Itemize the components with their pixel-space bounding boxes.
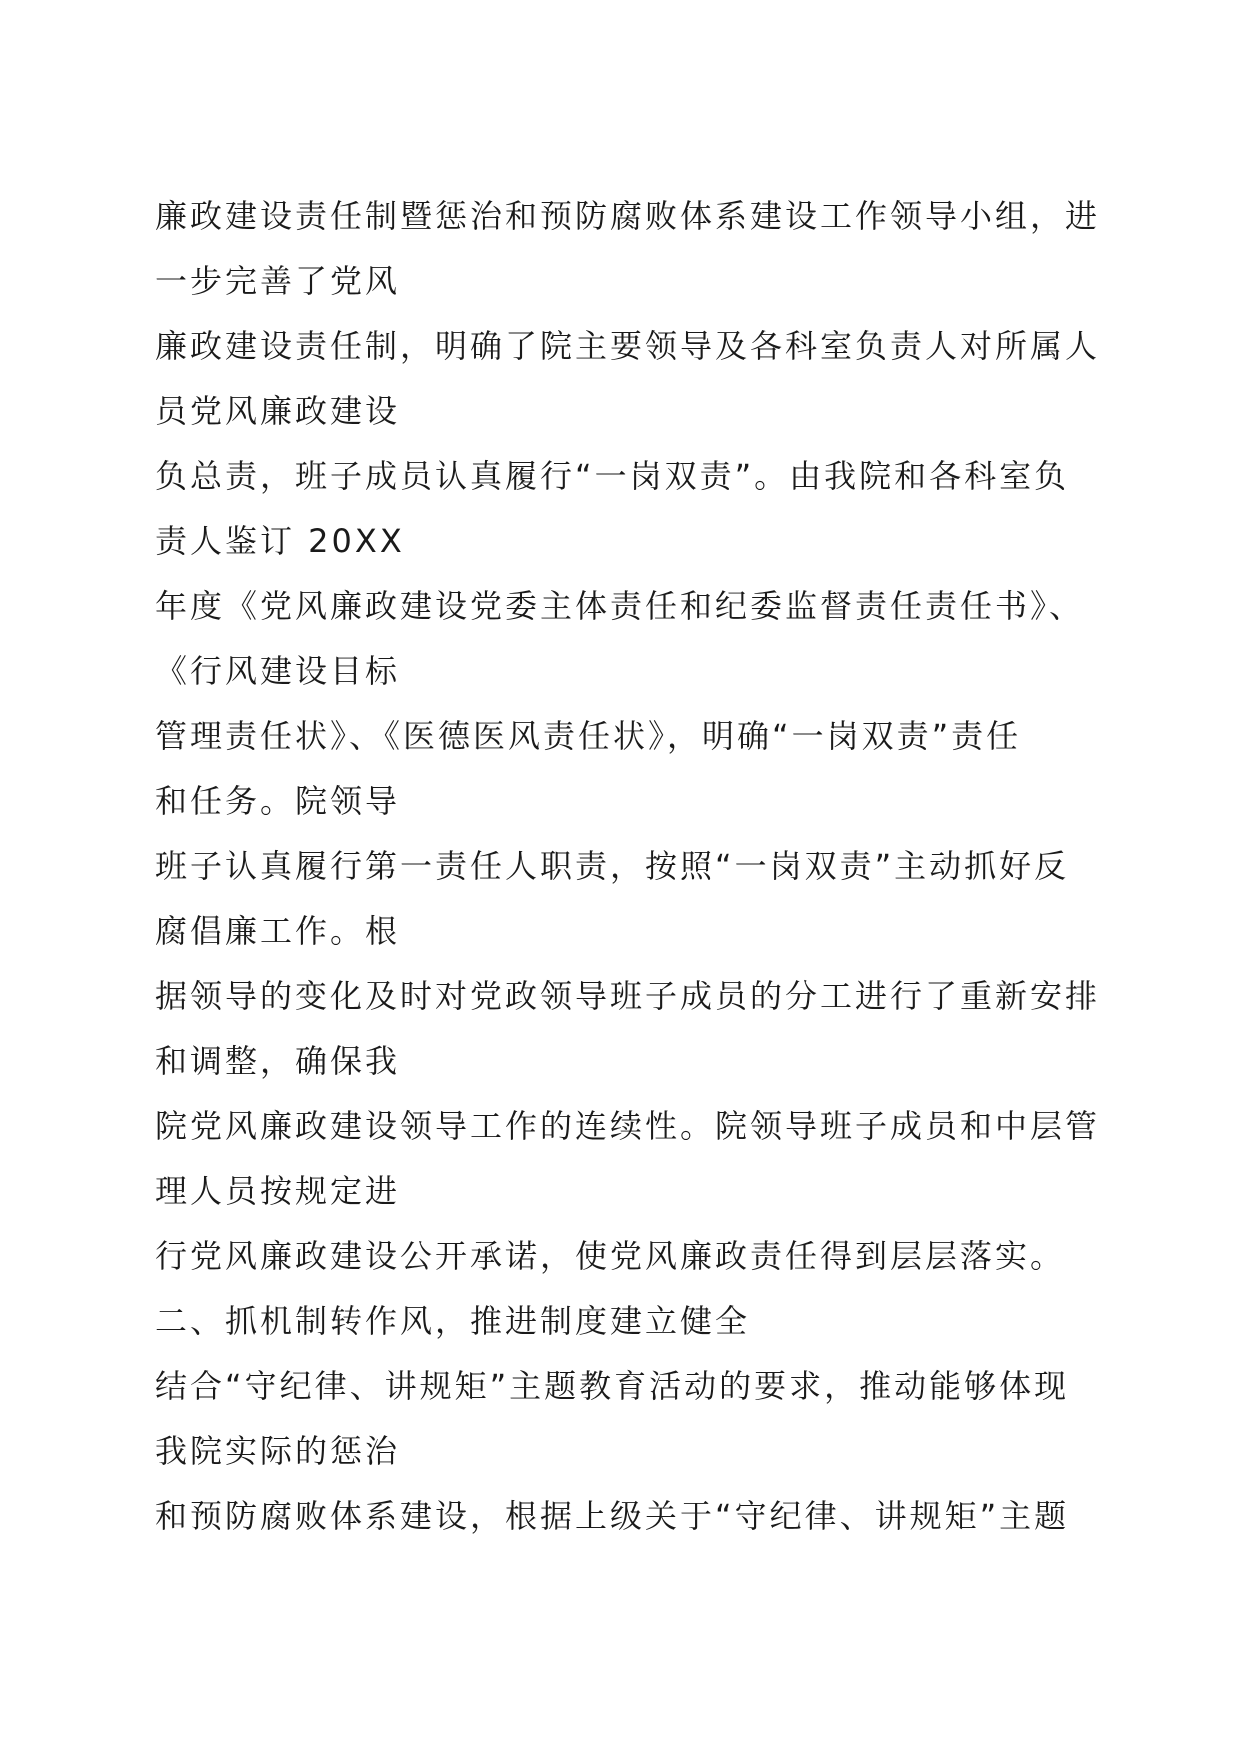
text-line: 责人鉴订 20XX (155, 522, 405, 560)
text-line: 一步完善了党风 (155, 262, 401, 300)
text-line: 院党风廉政建设领导工作的连续性。院领导班子成员和中层管 (155, 1107, 1101, 1145)
text-line: 员党风廉政建设 (155, 392, 401, 430)
text-line: 理人员按规定进 (155, 1172, 401, 1210)
section-heading: 二、抓机制转作风，推进制度建立健全 (155, 1302, 751, 1340)
text-line: 负总责，班子成员认真履行“一岗双责”。由我院和各科室负 (155, 457, 1070, 495)
text-line: 和调整，确保我 (155, 1042, 401, 1080)
text-line: 年度《党风廉政建设党委主体责任和纪委监督责任责任书》、 (155, 587, 1085, 625)
text-line: 和预防腐败体系建设，根据上级关于“守纪律、讲规矩”主题 (155, 1497, 1070, 1535)
text-line: 《行风建设目标 (155, 652, 401, 690)
text-line: 行党风廉政建设公开承诺，使党风廉政责任得到层层落实。 (155, 1237, 1066, 1275)
text-line: 腐倡廉工作。根 (155, 912, 401, 950)
text-line: 据领导的变化及时对党政领导班子成员的分工进行了重新安排 (155, 977, 1101, 1015)
text-line: 管理责任状》、《医德医风责任状》，明确“一岗双责”责任 (155, 717, 1022, 755)
text-line: 我院实际的惩治 (155, 1432, 401, 1470)
text-line: 廉政建设责任制，明确了院主要领导及各科室负责人对所属人 (155, 327, 1101, 365)
text-line: 结合“守纪律、讲规矩”主题教育活动的要求，推动能够体现 (155, 1367, 1070, 1405)
body-text (155, 184, 1101, 1549)
text-line: 班子认真履行第一责任人职责，按照“一岗双责”主动抓好反 (155, 847, 1070, 885)
text-line: 廉政建设责任制暨惩治和预防腐败体系建设工作领导小组，进 (155, 197, 1101, 235)
text-line: 和任务。院领导 (155, 782, 401, 820)
